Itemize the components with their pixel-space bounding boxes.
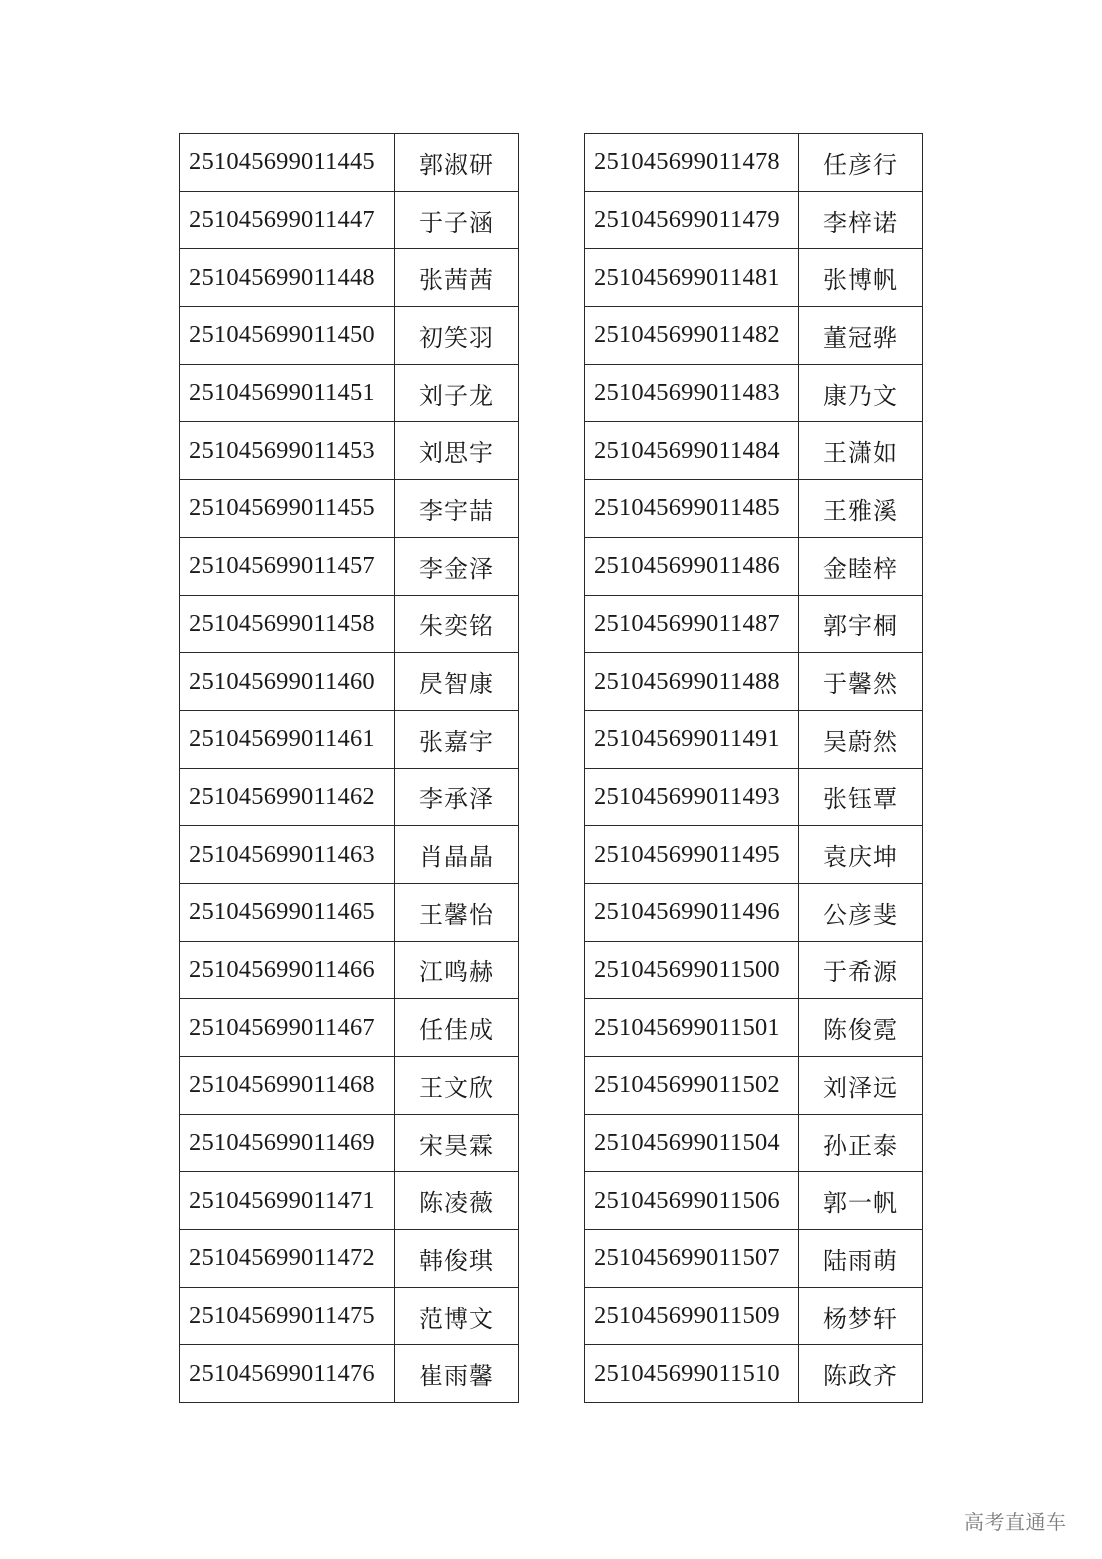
table-row [180,480,519,538]
candidate-name-cell: 董冠骅 [799,307,923,365]
candidate-name-cell: 任彦行 [799,134,923,192]
candidate-id-cell: 251045699011506 [585,1172,799,1230]
candidate-id-cell: 251045699011481 [585,249,799,307]
candidate-id-cell: 251045699011510 [585,1345,799,1403]
roster-table-left [179,133,519,1403]
candidate-name-cell: 李宇喆 [395,480,519,538]
roster-table-left-body [180,134,519,1403]
candidate-id-cell: 251045699011496 [585,883,799,941]
candidate-name-cell: 宋昊霖 [395,1114,519,1172]
candidate-name-cell: 江鸣赫 [395,941,519,999]
candidate-name-cell: 公彦斐 [799,883,923,941]
candidate-id-cell: 251045699011500 [585,941,799,999]
candidate-name-cell: 王文欣 [395,1057,519,1115]
candidate-id-cell: 251045699011476 [180,1345,395,1403]
table-row [180,307,519,365]
candidate-id-cell: 251045699011478 [585,134,799,192]
candidate-name-cell: 崔雨馨 [395,1345,519,1403]
candidate-id-cell: 251045699011460 [180,653,395,711]
table-row [585,537,923,595]
table-row [180,1172,519,1230]
table-row [585,1287,923,1345]
candidate-name-cell: 刘泽远 [799,1057,923,1115]
candidate-id-cell: 251045699011493 [585,768,799,826]
table-row [180,826,519,884]
table-row [180,249,519,307]
candidate-name-cell: 郭宇桐 [799,595,923,653]
table-row [180,883,519,941]
candidate-id-cell: 251045699011488 [585,653,799,711]
candidate-id-cell: 251045699011455 [180,480,395,538]
candidate-id-cell: 251045699011447 [180,191,395,249]
table-row [180,422,519,480]
candidate-name-cell: 范博文 [395,1287,519,1345]
table-row [585,191,923,249]
candidate-name-cell: 朱奕铭 [395,595,519,653]
table-row [180,364,519,422]
candidate-name-cell: 王雅溪 [799,480,923,538]
candidate-id-cell: 251045699011486 [585,537,799,595]
table-row [585,941,923,999]
candidate-name-cell: 初笑羽 [395,307,519,365]
candidate-id-cell: 251045699011451 [180,364,395,422]
table-row [585,1230,923,1288]
table-row [180,653,519,711]
candidate-name-cell: 张嘉宇 [395,710,519,768]
table-row [585,480,923,538]
candidate-name-cell: 吴蔚然 [799,710,923,768]
candidate-id-cell: 251045699011469 [180,1114,395,1172]
table-row [180,1057,519,1115]
roster-table-right-body [585,134,923,1403]
candidate-name-cell: 刘思宇 [395,422,519,480]
candidate-name-cell: 李承泽 [395,768,519,826]
table-row [585,1114,923,1172]
candidate-id-cell: 251045699011462 [180,768,395,826]
candidate-id-cell: 251045699011487 [585,595,799,653]
table-row [180,134,519,192]
candidate-id-cell: 251045699011507 [585,1230,799,1288]
candidate-name-cell: 张钰覃 [799,768,923,826]
table-row [180,1230,519,1288]
candidate-name-cell: 张博帆 [799,249,923,307]
roster-table-right [584,133,923,1403]
table-row [180,191,519,249]
candidate-name-cell: 李金泽 [395,537,519,595]
candidate-id-cell: 251045699011485 [585,480,799,538]
table-row [180,941,519,999]
table-row [180,537,519,595]
candidate-name-cell: 袁庆坤 [799,826,923,884]
candidate-name-cell: 郭淑研 [395,134,519,192]
candidate-id-cell: 251045699011448 [180,249,395,307]
table-row [585,422,923,480]
candidate-name-cell: 郭一帆 [799,1172,923,1230]
candidate-id-cell: 251045699011509 [585,1287,799,1345]
candidate-name-cell: 昃智康 [395,653,519,711]
candidate-id-cell: 251045699011465 [180,883,395,941]
candidate-name-cell: 张茜茜 [395,249,519,307]
candidate-name-cell: 杨梦轩 [799,1287,923,1345]
candidate-id-cell: 251045699011457 [180,537,395,595]
candidate-id-cell: 251045699011479 [585,191,799,249]
candidate-name-cell: 王馨怡 [395,883,519,941]
candidate-id-cell: 251045699011502 [585,1057,799,1115]
candidate-id-cell: 251045699011484 [585,422,799,480]
candidate-id-cell: 251045699011483 [585,364,799,422]
table-row [585,768,923,826]
table-row [180,768,519,826]
table-row [585,710,923,768]
candidate-id-cell: 251045699011450 [180,307,395,365]
candidate-name-cell: 肖晶晶 [395,826,519,884]
candidate-id-cell: 251045699011491 [585,710,799,768]
candidate-name-cell: 金睦梓 [799,537,923,595]
table-row [585,999,923,1057]
table-row [180,1287,519,1345]
candidate-id-cell: 251045699011504 [585,1114,799,1172]
candidate-name-cell: 陈凌薇 [395,1172,519,1230]
candidate-name-cell: 李梓诺 [799,191,923,249]
candidate-name-cell: 韩俊琪 [395,1230,519,1288]
candidate-id-cell: 251045699011471 [180,1172,395,1230]
table-row [585,1057,923,1115]
candidate-name-cell: 于馨然 [799,653,923,711]
table-row [585,595,923,653]
candidate-name-cell: 陈俊霓 [799,999,923,1057]
watermark-text: 高考直通车 [964,1510,1067,1534]
candidate-id-cell: 251045699011501 [585,999,799,1057]
table-row [585,883,923,941]
table-row [585,653,923,711]
table-row [585,249,923,307]
candidate-name-cell: 孙正泰 [799,1114,923,1172]
table-row [180,999,519,1057]
candidate-name-cell: 陆雨萌 [799,1230,923,1288]
candidate-name-cell: 陈政齐 [799,1345,923,1403]
table-row [585,1172,923,1230]
candidate-id-cell: 251045699011445 [180,134,395,192]
table-row [585,307,923,365]
candidate-id-cell: 251045699011467 [180,999,395,1057]
candidate-id-cell: 251045699011466 [180,941,395,999]
table-row [180,595,519,653]
candidate-id-cell: 251045699011453 [180,422,395,480]
table-row [585,826,923,884]
table-row [585,134,923,192]
candidate-id-cell: 251045699011461 [180,710,395,768]
candidate-name-cell: 于子涵 [395,191,519,249]
candidate-id-cell: 251045699011482 [585,307,799,365]
candidate-name-cell: 于希源 [799,941,923,999]
table-row [585,1345,923,1403]
table-row [180,1345,519,1403]
table-row [180,710,519,768]
candidate-id-cell: 251045699011495 [585,826,799,884]
candidate-id-cell: 251045699011475 [180,1287,395,1345]
candidate-name-cell: 王潇如 [799,422,923,480]
candidate-id-cell: 251045699011463 [180,826,395,884]
candidate-name-cell: 刘子龙 [395,364,519,422]
table-row [585,364,923,422]
table-row [180,1114,519,1172]
candidate-name-cell: 康乃文 [799,364,923,422]
candidate-id-cell: 251045699011468 [180,1057,395,1115]
candidate-name-cell: 任佳成 [395,999,519,1057]
candidate-id-cell: 251045699011472 [180,1230,395,1288]
candidate-id-cell: 251045699011458 [180,595,395,653]
